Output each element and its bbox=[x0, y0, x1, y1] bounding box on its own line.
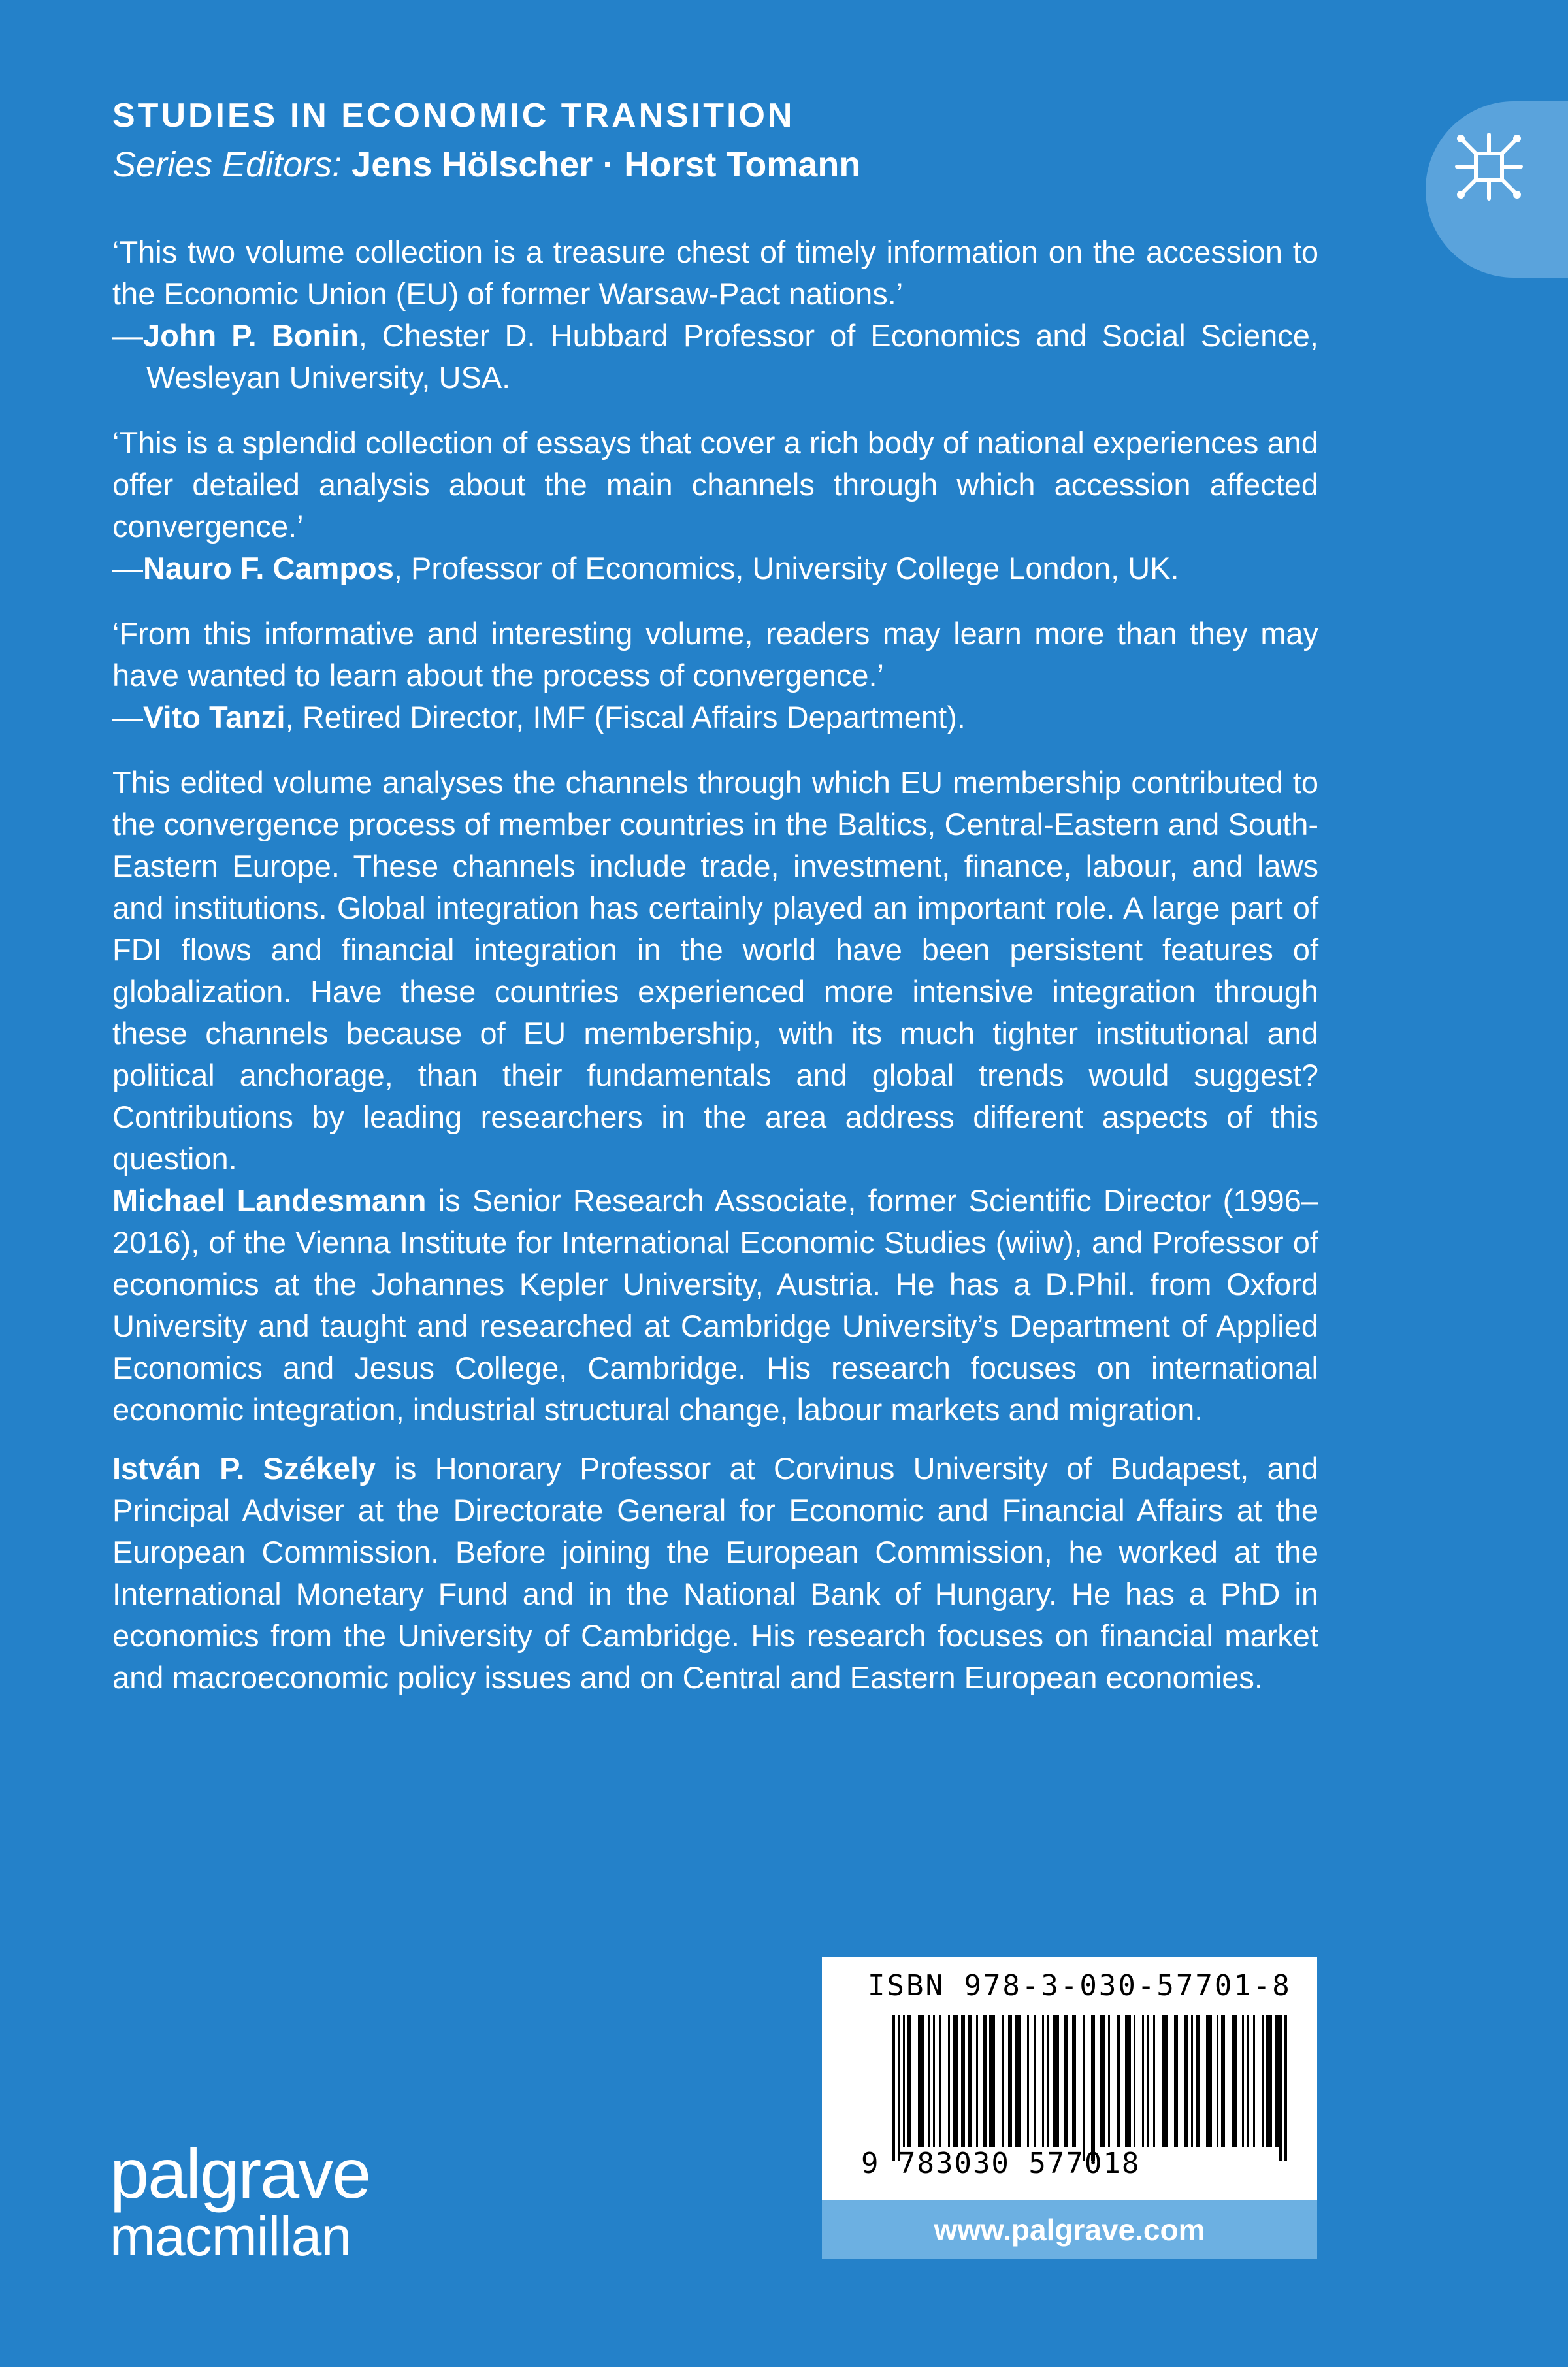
quote-affiliation: , Chester D. Hubbard Professor of Economics and Social Science, Wesleyan University, USA. bbox=[146, 318, 1318, 395]
barcode-bar bbox=[1072, 2015, 1076, 2147]
quote-author: Vito Tanzi bbox=[143, 700, 286, 734]
publisher-website[interactable]: www.palgrave.com bbox=[822, 2200, 1317, 2259]
series-editors-names: Jens Hölscher · Horst Tomann bbox=[351, 145, 861, 184]
barcode-bar bbox=[933, 2015, 935, 2147]
barcode-bar bbox=[1196, 2015, 1200, 2147]
editor-name: Michael Landesmann bbox=[112, 1183, 427, 1218]
barcode-bar bbox=[1064, 2015, 1068, 2147]
editor-name: István P. Székely bbox=[112, 1451, 376, 1486]
barcode-bar bbox=[1027, 2015, 1029, 2147]
barcode-bar bbox=[1275, 2015, 1279, 2147]
barcode-bar bbox=[1147, 2015, 1149, 2147]
barcode-bar bbox=[1232, 2015, 1237, 2147]
attribution-dash: — bbox=[112, 551, 143, 585]
isbn-number: ISBN 978-3-030-57701-8 bbox=[868, 1969, 1292, 2002]
quote-attribution bbox=[112, 696, 1318, 738]
barcode-bar bbox=[1247, 2015, 1249, 2147]
publisher-name-line1: palgrave bbox=[110, 2134, 370, 2213]
quote-attribution bbox=[112, 315, 1318, 399]
barcode-bar bbox=[939, 2015, 941, 2147]
barcode-bar bbox=[953, 2015, 958, 2147]
barcode-bar bbox=[1221, 2015, 1225, 2147]
barcode-bar bbox=[1047, 2015, 1049, 2147]
barcode-bar bbox=[1125, 2015, 1131, 2147]
attribution-dash: — bbox=[112, 700, 143, 734]
barcode-bar bbox=[1083, 2015, 1085, 2161]
barcode-bar bbox=[928, 2015, 930, 2147]
barcode-bar bbox=[1117, 2015, 1120, 2147]
publisher-logo bbox=[110, 2134, 370, 2267]
barcode-bar bbox=[1134, 2015, 1135, 2147]
barcode-bar bbox=[1142, 2015, 1144, 2147]
barcode-bar bbox=[948, 2015, 950, 2147]
cover-text bbox=[112, 231, 1318, 1699]
barcode-bar bbox=[1042, 2015, 1044, 2147]
publisher-name-line2: macmillan bbox=[110, 2206, 351, 2267]
isbn-barcode-digits: 9 783030 577018 bbox=[861, 2147, 1141, 2180]
barcode-bar bbox=[1015, 2015, 1021, 2147]
quote-text: ‘This is a splendid collection of essays that cover a rich body of national experiences and offer detailed analysis about the main channels through which accession affected convergence.’ bbox=[112, 425, 1318, 544]
barcode-bar bbox=[1002, 2015, 1004, 2147]
endorsement-quote bbox=[112, 613, 1318, 738]
barcode-bar bbox=[968, 2015, 972, 2147]
series-editors-label: Series Editors: bbox=[112, 145, 342, 184]
series-title: STUDIES IN ECONOMIC TRANSITION bbox=[112, 97, 795, 135]
barcode-bar bbox=[918, 2015, 924, 2147]
barcode-bar bbox=[1034, 2015, 1036, 2147]
barcode-bar bbox=[1174, 2015, 1178, 2147]
editor-bio bbox=[112, 1448, 1318, 1699]
barcode-bar bbox=[1253, 2015, 1255, 2147]
barcode-bar bbox=[1100, 2015, 1105, 2147]
barcode-bar bbox=[976, 2015, 978, 2147]
barcode-bar bbox=[989, 2015, 995, 2147]
barcode-bar bbox=[1184, 2015, 1188, 2147]
barcode-bar bbox=[1153, 2015, 1155, 2147]
palgrave-network-icon bbox=[1453, 131, 1525, 203]
barcode-bar bbox=[907, 2015, 911, 2147]
quote-author: John P. Bonin bbox=[143, 318, 359, 353]
quote-affiliation: , Retired Director, IMF (Fiscal Affairs Department). bbox=[285, 700, 966, 734]
quote-text: ‘This two volume collection is a treasure chest of timely information on the accession to the Economic Union (EU) of former Warsaw-Pact nations.’ bbox=[112, 235, 1318, 311]
barcode-bar bbox=[898, 2015, 900, 2161]
barcode-bar bbox=[1206, 2015, 1212, 2147]
barcode-bar bbox=[1108, 2015, 1110, 2147]
series-header bbox=[112, 91, 1092, 189]
quote-author: Nauro F. Campos bbox=[143, 551, 394, 585]
barcode-bar bbox=[961, 2015, 965, 2147]
quote-affiliation: , Professor of Economics, University College London, UK. bbox=[393, 551, 1179, 585]
quote-text: ‘From this informative and interesting volume, readers may learn more than they may have wanted to learn about the process of convergence.’ bbox=[112, 616, 1318, 693]
palgrave-logo-tab bbox=[1426, 101, 1568, 278]
barcode-bar bbox=[983, 2015, 987, 2147]
barcode-bar bbox=[1266, 2015, 1272, 2147]
barcode-bar bbox=[1162, 2015, 1168, 2147]
barcode-bar bbox=[1008, 2015, 1012, 2147]
barcode-bar bbox=[1284, 2015, 1287, 2161]
series-editors bbox=[112, 140, 1092, 189]
isbn-barcode-box bbox=[822, 1957, 1317, 2200]
endorsement-quote bbox=[112, 231, 1318, 399]
quote-attribution bbox=[112, 547, 1318, 589]
barcode-bar bbox=[1242, 2015, 1244, 2147]
barcode-bar bbox=[1262, 2015, 1264, 2147]
attribution-dash: — bbox=[112, 318, 143, 353]
barcode-bar bbox=[903, 2015, 905, 2147]
barcode-bar bbox=[1279, 2015, 1282, 2161]
endorsement-quote bbox=[112, 422, 1318, 589]
editor-bio bbox=[112, 1180, 1318, 1431]
barcode-bar bbox=[1191, 2015, 1193, 2147]
editor-bio-text: is Senior Research Associate, former Scientific Director (1996–2016), of the Vienna Institute for International Economic Studies (wiiw), and Professor of economics at the Johannes Kepler University, Austria. He has a D.Phil. from Oxford University and taught and researched at Cambridge University’s Department of Applied Economics and Jesus College, Cambridge. His research focuses on international economic integration, industrial structural change, labour markets and migration. bbox=[112, 1183, 1318, 1427]
barcode-bar bbox=[1053, 2015, 1059, 2147]
editor-bio-text: is Honorary Professor at Corvinus University of Budapest, and Principal Adviser at the Directorate General for Economic and Financial Affairs at the European Commission. Before joining the European Commission, he worked at the International Monetary Fund and in the National Bank of Hungary. He has a PhD in economics from the University of Cambridge. His research focuses on financial market and macroeconomic policy issues and on Central and Eastern European economies. bbox=[112, 1451, 1319, 1695]
barcode-bar bbox=[892, 2015, 895, 2161]
barcode-bar bbox=[1217, 2015, 1218, 2147]
barcode-bar bbox=[1091, 2015, 1095, 2161]
book-summary: This edited volume analyses the channels through which EU membership contributed to the convergence process of member countries in the Baltics, Central-Eastern and South-Eastern Europe. These channels include trade, investment, finance, labour, and laws and institutions. Global integration has certainly played an important role. A large part of FDI flows and financial integration in the world have been persistent features of globalization. Have these countries experienced more intensive integration through these channels because of EU membership, with its much tighter institutional and political anchorage, than their fundamentals and global trends would suggest? Contributions by leading researchers in the area address different aspects of this question. bbox=[112, 765, 1318, 1176]
